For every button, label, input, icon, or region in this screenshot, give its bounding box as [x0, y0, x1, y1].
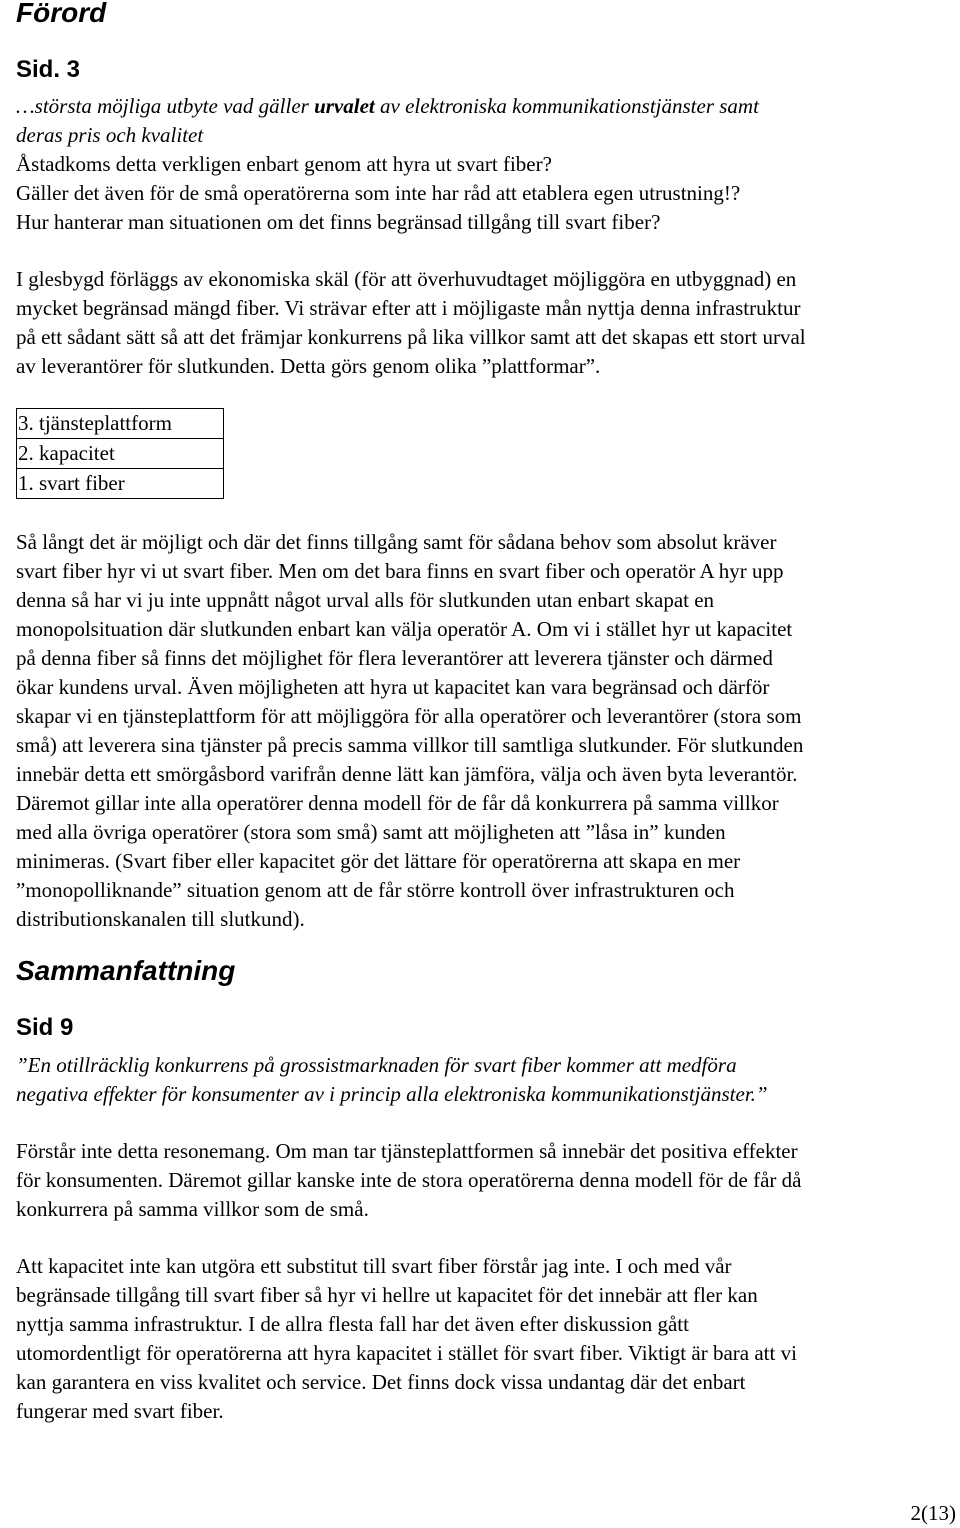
- quote-text: av elektroniska kommunikationstjänster samt: [374, 94, 759, 118]
- paragraph-line: monopolsituation där slutkunden enbart kan välja operatör A. Om vi i stället hyr ut kapacitet: [16, 617, 793, 641]
- summary-paragraph-2: [16, 1252, 952, 1426]
- paragraph-line: små) att leverera sina tjänster på precis samma villkor till samtliga slutkunder. För slutkunden: [16, 733, 804, 757]
- paragraph-line: mycket begränsad mängd fiber. Vi strävar efter att i möjligaste mån nyttja denna infrastruktur: [16, 296, 801, 320]
- paragraph-line: Däremot gillar inte alla operatörer denna modell för de får då konkurrera på samma villkor: [16, 791, 779, 815]
- foreword-heading: Förord: [16, 0, 107, 28]
- quote-emphasis: urvalet: [314, 94, 375, 118]
- question-line: Gäller det även för de små operatörerna som inte har råd att etablera egen utrustning!?: [16, 181, 741, 205]
- question-line: Hur hanterar man situationen om det finns begränsad tillgång till svart fiber?: [16, 210, 661, 234]
- paragraph-line: utomordentligt för operatörerna att hyra kapacitet i stället för svart fiber. Viktigt är bara att vi: [16, 1341, 797, 1365]
- platform-level-capacity: 2. kapacitet: [17, 439, 223, 469]
- paragraph-line: skapar vi en tjänsteplattform för att möjliggöra för alla operatörer och leverantörer (stora som: [16, 704, 802, 728]
- paragraph-line: Förstår inte detta resonemang. Om man tar tjänsteplattformen så innebär det positiva effekter: [16, 1139, 798, 1163]
- summary-page-ref: Sid 9: [16, 1014, 74, 1041]
- quote-text: …största möjliga utbyte vad gäller: [16, 94, 315, 118]
- paragraph-line: begränsade tillgång till svart fiber så hyr vi hellre ut kapacitet för det innebär att fler kan: [16, 1283, 758, 1307]
- paragraph-line: denna så har vi ju inte uppnått något urval alls för slutkunden utan enbart skapat en: [16, 588, 715, 612]
- paragraph-line: Så långt det är möjligt och där det finns tillgång samt för sådana behov som absolut kräver: [16, 530, 777, 554]
- paragraph-line: distributionskanalen till slutkund).: [16, 907, 305, 931]
- summary-quote-line: ”En otillräcklig konkurrens på grossistmarknaden för svart fiber kommer att medföra: [16, 1053, 737, 1077]
- summary-paragraph-1: [16, 1137, 952, 1224]
- paragraph-line: på ett sådant sätt så att det främjar konkurrens på lika villkor samt att det skapas ett stort urval: [16, 325, 806, 349]
- foreword-questions: [16, 150, 952, 237]
- paragraph-line: fungerar med svart fiber.: [16, 1399, 224, 1423]
- paragraph-line: svart fiber hyr vi ut svart fiber. Men om det bara finns en svart fiber och operatör A hyr upp: [16, 559, 784, 583]
- summary-quote: [16, 1051, 952, 1109]
- question-line: Åstadkoms detta verkligen enbart genom att hyra ut svart fiber?: [16, 152, 552, 176]
- paragraph-line: innebär detta ett smörgåsbord varifrån denne lätt kan jämföra, välja och även byta leverantör.: [16, 762, 798, 786]
- paragraph-line: ökar kundens urval. Även möjligheten att hyra ut kapacitet kan vara begränsad och därför: [16, 675, 770, 699]
- paragraph-line: Att kapacitet inte kan utgöra ett substitut till svart fiber förstår jag inte. I och med vår: [16, 1254, 732, 1278]
- foreword-quote: [16, 92, 952, 150]
- platform-level-dark-fiber: 1. svart fiber: [18, 471, 125, 495]
- paragraph-line: av leverantörer för slutkunden. Detta görs genom olika ”plattformar”.: [16, 354, 601, 378]
- platform-levels-table: [16, 408, 224, 499]
- foreword-quote-line-2: deras pris och kvalitet: [16, 123, 204, 147]
- paragraph-line: kan garantera en viss kvalitet och service. Det finns dock vissa undantag där det enbart: [16, 1370, 746, 1394]
- paragraph-line: I glesbygd förläggs av ekonomiska skäl (för att överhuvudtaget möjliggöra en utbyggnad) en: [16, 267, 797, 291]
- foreword-paragraph-2: [16, 528, 952, 934]
- paragraph-line: ”monopolliknande” situation genom att de får större kontroll över infrastrukturen och: [16, 878, 735, 902]
- summary-quote-line: negativa effekter för konsumenter av i princip alla elektroniska kommunikationstjänster.”: [16, 1082, 768, 1106]
- platform-level-service: 3. tjänsteplattform: [17, 409, 223, 439]
- foreword-page-ref: Sid. 3: [16, 56, 81, 83]
- foreword-quote-line-1: [16, 92, 952, 121]
- paragraph-line: för konsumenten. Däremot gillar kanske inte de stora operatörerna denna modell för de får då: [16, 1168, 802, 1192]
- paragraph-line: nyttja samma infrastruktur. I de allra flesta fall har det även efter diskussion gått: [16, 1312, 689, 1336]
- paragraph-line: konkurrera på samma villkor som de små.: [16, 1197, 369, 1221]
- paragraph-line: med alla övriga operatörer (stora som små) samt att möjligheten att ”låsa in” kunden: [16, 820, 726, 844]
- paragraph-line: på denna fiber så finns det möjlighet för flera leverantörer att leverera tjänster och därmed: [16, 646, 773, 670]
- page-number: 2(13): [910, 1501, 956, 1525]
- summary-heading: Sammanfattning: [16, 955, 236, 986]
- foreword-paragraph-1: [16, 265, 952, 381]
- paragraph-line: minimeras. (Svart fiber eller kapacitet gör det lättare för operatörerna att skapa en mer: [16, 849, 741, 873]
